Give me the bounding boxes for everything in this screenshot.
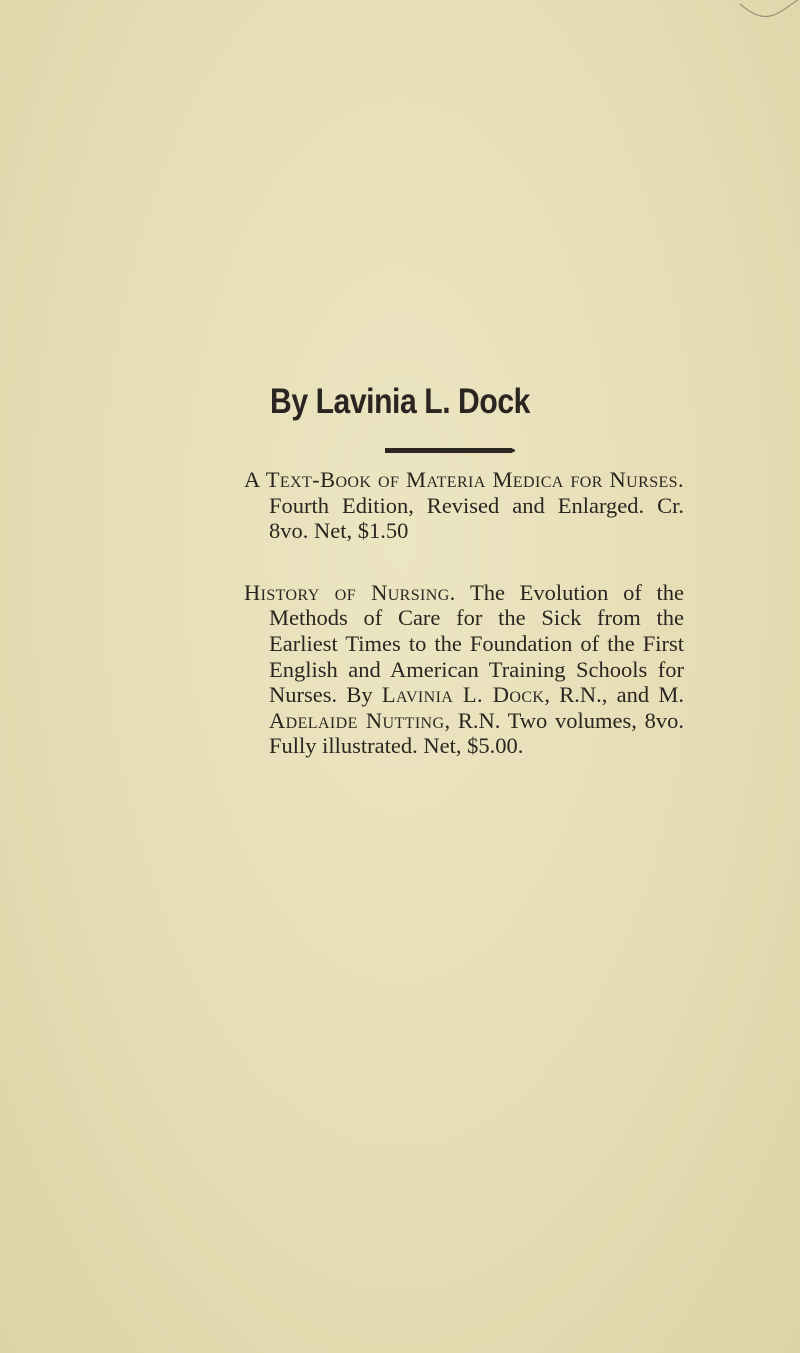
author-name: Lavinia L. Dock — [381, 682, 545, 708]
author-name: Adelaide Nutting — [269, 707, 445, 733]
book-description-end: , R.N. Two volumes, 8vo. Fully illustrated. Net, $5.00. — [269, 707, 684, 759]
book-description-continued: , R.N., and M. — [544, 682, 685, 708]
book-title: History of Nursing. — [244, 579, 456, 605]
book-list — [244, 467, 684, 759]
author-heading: By Lavinia L. Dock — [270, 382, 530, 421]
book-description: The Evolution of the Methods of Care for the Sick from the Earliest Times to the Foundation of the First English and American Training Schools for Nurses. By — [269, 579, 684, 708]
book-entry-materia-medica — [244, 467, 684, 544]
book-title: A Text-Book of Materia Medica for Nurses. — [244, 467, 684, 492]
book-entry-history-of-nursing — [244, 580, 684, 759]
corner-pencil-mark — [730, 0, 800, 22]
decorative-rule — [385, 448, 513, 453]
book-description: Fourth Edition, Revised and Enlarged. Cr. 8vo. Net, $1.50 — [269, 492, 684, 544]
